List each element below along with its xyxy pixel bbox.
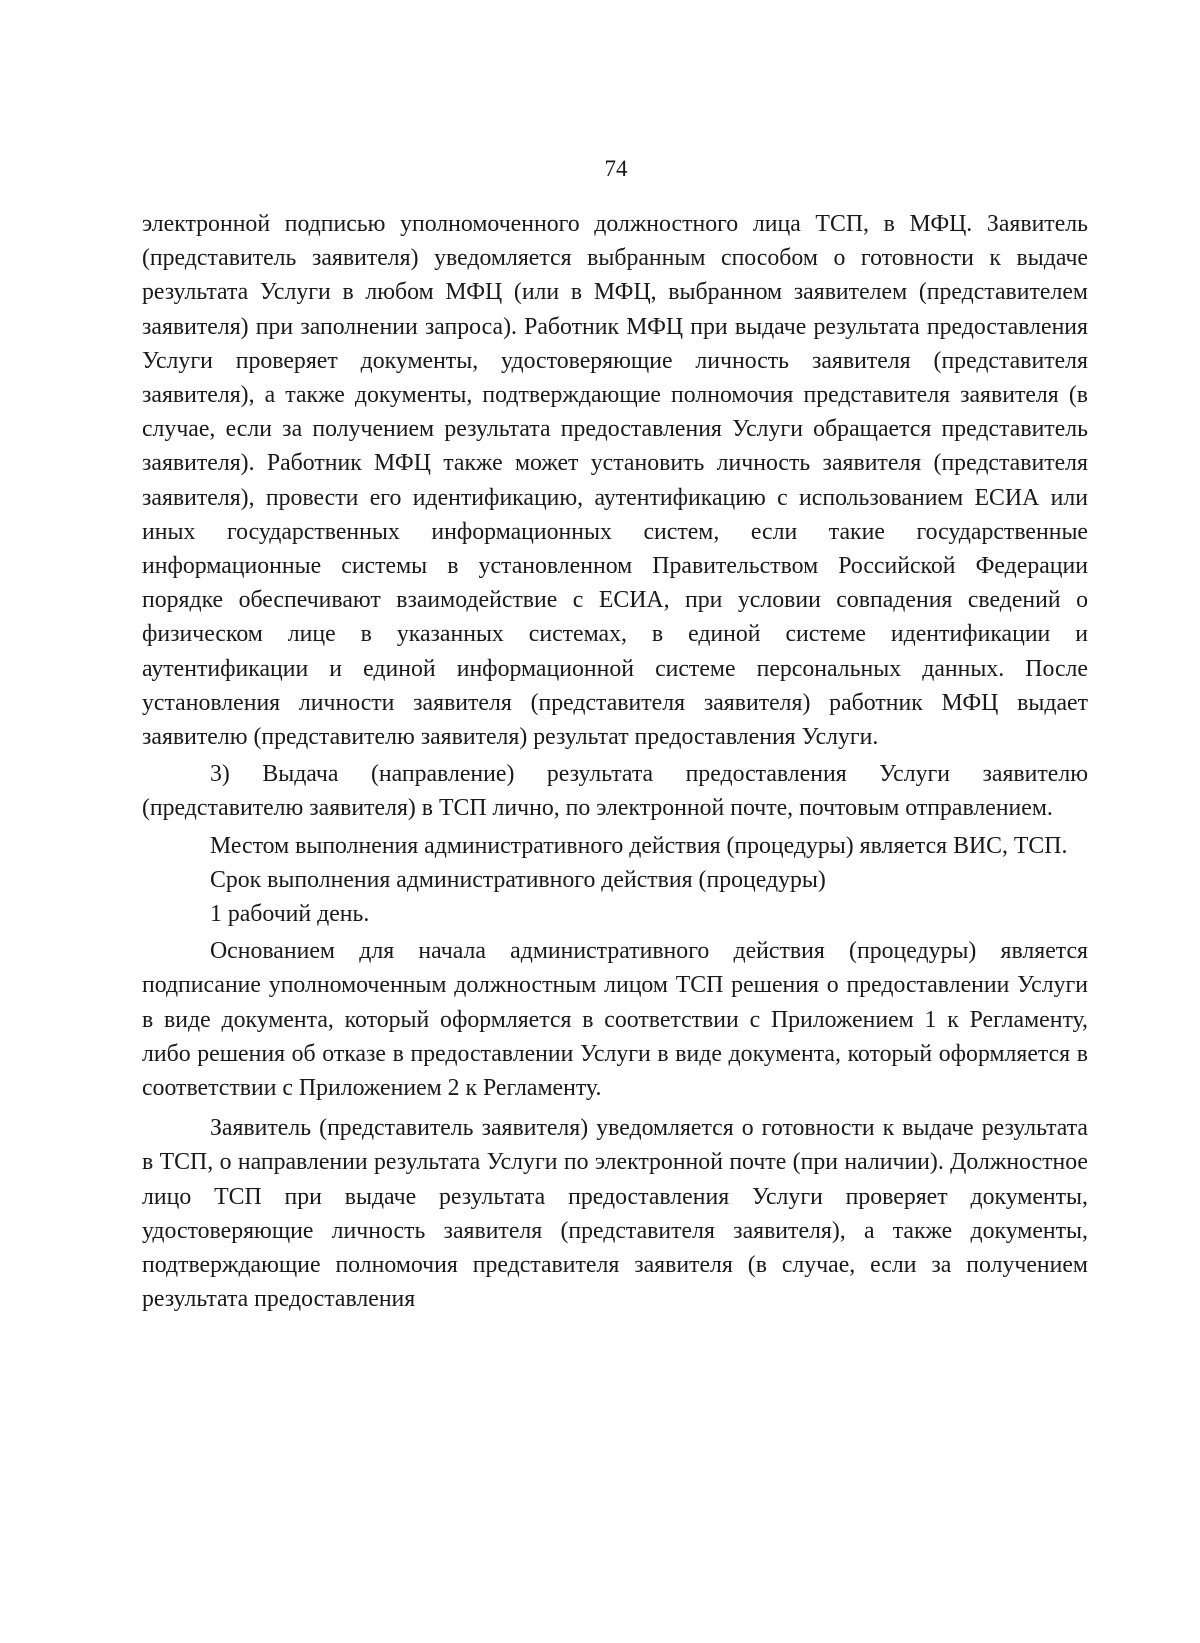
paragraph-mfc-issuance: электронной подписью уполномоченного должностного лица ТСП, в МФЦ. Заявитель (представитель заявителя) уведомляется выбранным способом о готовности к выдаче результата Услуги в любом МФЦ (или в МФЦ, выбранном заявителем (представителем заявителя) при заполнении запроса). Работник МФЦ при выдаче результата предоставления Услуги проверяет документы, удостоверяющие личность заявителя (представителя заявителя), а также документы, подтверждающие полномочия представителя заявителя (в случае, если за получением результата предоставления Услуги обращается представитель заявителя). Работник МФЦ также может установить личность заявителя (представителя заявителя), провести его идентификацию, аутентификацию с использованием ЕСИА или иных государственных информационных систем, если такие государственные информационные системы в установленном Правительством Российской Федерации порядке обеспечивают взаимодействие с ЕСИА, при условии совпадения сведений о физическом лице в указанных системах, в единой системе идентификации и аутентификации и единой информационной системе персональных данных. После установления личности заявителя (представителя заявителя) работник МФЦ выдает заявителю (представителю заявителя) результат предоставления Услуги. [142,211,1088,751]
document-body [142,207,1088,1317]
paragraph-action-term: Срок выполнения административного действия (процедуры) [210,866,826,893]
page-number: 74 [604,156,628,181]
paragraph-item-3-tsp-issuance: 3) Выдача (направление) результата предоставления Услуги заявителю (представителю заявителя) в ТСП лично, по электронной почте, почтовым отправлением. [142,761,1088,822]
paragraph-grounds-for-action: Основанием для начала административного действия (процедуры) является подписание уполномоченным должностным лицом ТСП решения о предоставлении Услуги в виде документа, который оформляется в соответствии с Приложением 1 к Регламенту, либо решения об отказе в предоставлении Услуги в виде документа, который оформляется в соответствии с Приложением 2 к Регламенту. [142,938,1088,1102]
paragraph-tsp-notification: Заявитель (представитель заявителя) уведомляется о готовности к выдаче результата в ТСП, о направлении результата Услуги по электронной почте (при наличии). Должностное лицо ТСП при выдаче результата предоставления Услуги проверяет документы, удостоверяющие личность заявителя (представителя заявителя), а также документы, подтверждающие полномочия представителя заявителя (в случае, если за получением результата предоставления [142,1115,1088,1313]
paragraph-action-term-value: 1 рабочий день. [210,901,370,928]
paragraph-place-of-action: Местом выполнения административного действия (процедуры) является ВИС, ТСП. [210,832,1068,859]
